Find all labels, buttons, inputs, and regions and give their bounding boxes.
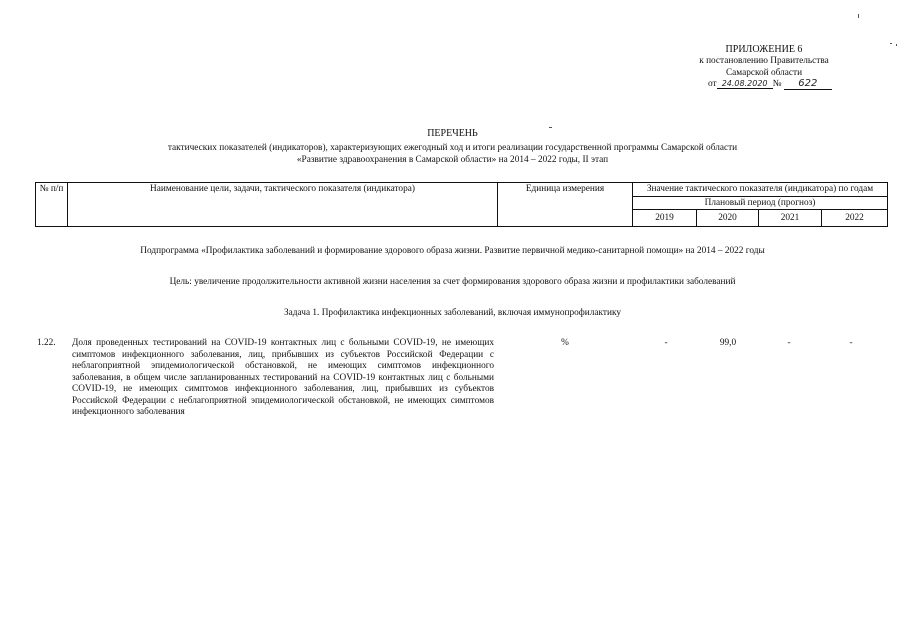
annex-number-prefix: № (772, 78, 782, 89)
scan-speck (549, 127, 552, 128)
document-subtitle-line-2: «Развитие здравоохранения в Самарской области» на 2014 – 2022 годы, II этап (296, 155, 609, 165)
handwritten-number: 622 (784, 79, 832, 90)
task-title: Задача 1. Профилактика инфекционных заболеваний, включая иммунопрофилактику (284, 308, 621, 318)
header-planned-period-cell: Плановый период (прогноз) (633, 196, 888, 210)
scan-speck (890, 43, 892, 44)
handwritten-date: 24.08.2020 (717, 80, 773, 89)
document-title: ПЕРЕЧЕНЬ (427, 128, 478, 139)
header-year-2021: 2021 (759, 210, 822, 227)
scan-speck (858, 14, 859, 18)
header-num-cell: № п/п (36, 183, 68, 227)
indicator-table-header (35, 182, 888, 227)
header-name-cell: Наименование цели, задачи, тактического показателя (индикатора) (68, 183, 498, 227)
document-subtitle-line-1: тактических показателей (индикаторов), характеризующих ежегодный ход и итоги реализации государственной программы Самарской области (167, 143, 738, 153)
row-value-2022: - (849, 338, 853, 348)
header-unit-cell: Единица измерения (498, 183, 633, 227)
header-value-cell: Значение тактического показателя (индикатора) по годам (633, 183, 888, 197)
row-indicator-name: Доля проведенных тестирований на COVID-19 контактных лиц с больными COVID-19, не имеющих симптомов инфекционного заболевания, лиц, прибывших из субъектов Российской Федерации с неблагоприятной эпидемиологической обстановкой, не имеющих симптомов инфекционного заболевания, в общем числе запланированных тестирований на COVID-19 контактных лиц с больными COVID-19, не имеющих симптомов инфекционного заболевания, лиц, прибывших из субъектов Российской Федерации с неблагоприятной эпидемиологической обстановкой, не имеющих симптомов инфекционного заболевания (72, 338, 494, 418)
row-value-2019: - (664, 338, 668, 348)
row-unit: % (561, 338, 569, 348)
annex-block (688, 44, 840, 90)
header-year-2020: 2020 (697, 210, 759, 227)
header-year-2022: 2022 (822, 210, 888, 227)
subprogram-title: Подпрограмма «Профилактика заболеваний и формирование здорового образа жизни. Развитие первичной медико-санитарной помощи» на 2014 – 2022 годы (140, 246, 765, 256)
goal-title: Цель: увеличение продолжительности активной жизни населения за счет формирования здорового образа жизни и профилактики заболеваний (169, 277, 736, 287)
annex-line-2: Самарской области (725, 67, 803, 78)
annex-date-prefix: от (708, 78, 717, 89)
header-year-2019: 2019 (633, 210, 697, 227)
annex-date-number-line (688, 79, 840, 90)
row-number: 1.22. (37, 338, 56, 348)
annex-line-1: к постановлению Правительства (699, 56, 829, 67)
annex-title: ПРИЛОЖЕНИЕ 6 (725, 44, 803, 55)
scan-speck (896, 44, 897, 46)
row-value-2020: 99,0 (719, 338, 737, 348)
row-value-2021: - (787, 338, 791, 348)
